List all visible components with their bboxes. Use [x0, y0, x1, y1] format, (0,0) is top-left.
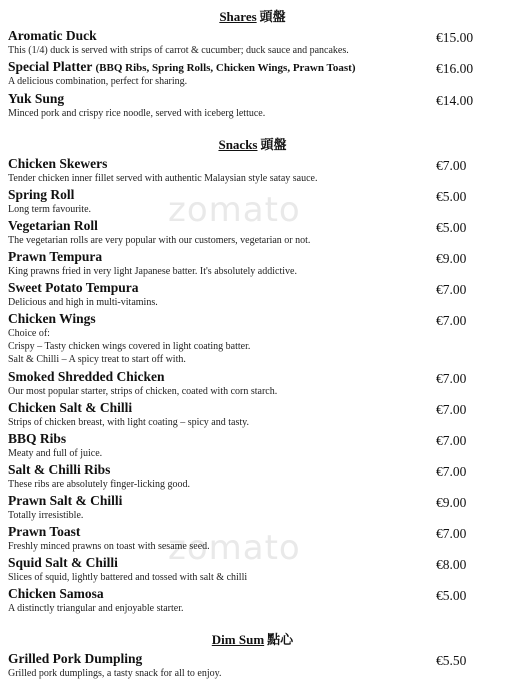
- menu-item-desc: Long term favourite.: [8, 204, 92, 215]
- menu-item-price: €14.00: [436, 93, 474, 108]
- menu-item-price: €5.00: [436, 588, 467, 603]
- menu-item-price: €7.00: [436, 282, 467, 297]
- menu-item-desc: Choice of:: [8, 328, 50, 339]
- section-title-en: Shares: [219, 9, 257, 24]
- menu-item-name: Chicken Wings: [8, 311, 96, 326]
- menu-item-desc: Strips of chicken breast, with light coating – spicy and tasty.: [8, 417, 249, 428]
- menu-item-desc: Salt & Chilli – A spicy treat to start off with.: [8, 354, 186, 365]
- menu-item-name: Prawn Salt & Chilli: [8, 493, 123, 508]
- menu-item-desc: Crispy – Tasty chicken wings covered in light coating batter.: [8, 341, 251, 352]
- section-title-cn: 頭盤: [259, 9, 286, 24]
- menu-item-price: €7.00: [436, 464, 467, 479]
- menu-item-desc: A delicious combination, perfect for sharing.: [8, 76, 188, 87]
- menu-item-price: €15.00: [436, 30, 474, 45]
- menu-item-price: €7.00: [436, 313, 467, 328]
- menu-item-desc: These ribs are absolutely finger-licking good.: [8, 479, 190, 490]
- menu-item-name: Prawn Tempura: [8, 249, 103, 264]
- menu-item-price: €7.00: [436, 371, 467, 386]
- menu-item-desc: Delicious and high in multi-vitamins.: [8, 297, 158, 308]
- menu-item-title: Special Platter: [8, 59, 93, 74]
- menu-item-desc: Slices of squid, lightly battered and tossed with salt & chilli: [8, 572, 248, 583]
- section-title-snacks: [0, 137, 505, 153]
- menu-item-price: €5.00: [436, 220, 467, 235]
- menu-item-desc: Minced pork and crispy rice noodle, served with iceberg lettuce.: [8, 108, 266, 119]
- section-title-en: Snacks: [218, 137, 258, 152]
- watermark-1: zomato: [168, 190, 301, 230]
- menu-item-name: Smoked Shredded Chicken: [8, 369, 165, 384]
- menu-item-price: €8.00: [436, 557, 467, 572]
- menu-item-desc: Our most popular starter, strips of chicken, coated with corn starch.: [8, 386, 278, 397]
- menu-item-desc: Grilled pork dumplings, a tasty snack for all to enjoy.: [8, 668, 222, 679]
- menu-item-price: €5.50: [436, 653, 467, 668]
- menu-item-desc: Totally irresistible.: [8, 510, 84, 521]
- menu-item-price: €9.00: [436, 251, 467, 266]
- menu-item-desc: A distinctly triangular and enjoyable starter.: [8, 603, 184, 614]
- menu-item-price: €7.00: [436, 402, 467, 417]
- menu-item-price: €7.00: [436, 526, 467, 541]
- menu-item-name: Aromatic Duck: [8, 28, 97, 43]
- menu-item-name: Spring Roll: [8, 187, 75, 202]
- menu-item-desc: The vegetarian rolls are very popular with our customers, vegetarian or not.: [8, 235, 311, 246]
- menu-item-name: Chicken Samosa: [8, 586, 104, 601]
- menu-item-subtitle: (BBQ Ribs, Spring Rolls, Chicken Wings, Prawn Toast): [95, 62, 356, 74]
- section-title-cn: 點心: [267, 632, 294, 647]
- section-title-shares: [0, 9, 505, 25]
- menu-item-name: Salt & Chilli Ribs: [8, 462, 111, 477]
- menu-item-price: €5.00: [436, 189, 467, 204]
- section-title-cn: 頭盤: [260, 137, 287, 152]
- watermark-2: zomato: [168, 528, 301, 568]
- menu-item-name: Chicken Salt & Chilli: [8, 400, 133, 415]
- menu-item-name: Grilled Pork Dumpling: [8, 651, 143, 666]
- menu-item-name: Prawn Toast: [8, 524, 81, 539]
- section-title-dimsum: [0, 632, 505, 648]
- menu-item-name: [8, 59, 355, 76]
- menu-item-desc: This (1/4) duck is served with strips of carrot & cucumber; duck sauce and pancakes.: [8, 45, 349, 56]
- menu-item-name: Squid Salt & Chilli: [8, 555, 118, 570]
- menu-item-desc: Freshly minced prawns on toast with sesame seed.: [8, 541, 210, 552]
- menu-item-name: BBQ Ribs: [8, 431, 67, 446]
- menu-item-price: €16.00: [436, 61, 474, 76]
- menu-item-desc: King prawns fried in very light Japanese batter. It's absolutely addictive.: [8, 266, 297, 277]
- menu-item-name: Chicken Skewers: [8, 156, 108, 171]
- menu-item-name: Sweet Potato Tempura: [8, 280, 139, 295]
- menu-item-name: Vegetarian Roll: [8, 218, 98, 233]
- menu-item-name: Yuk Sung: [8, 91, 65, 106]
- section-title-en: Dim Sum: [211, 632, 265, 647]
- menu-item-desc: Meaty and full of juice.: [8, 448, 103, 459]
- menu-item-price: €7.00: [436, 433, 467, 448]
- menu-item-price: €9.00: [436, 495, 467, 510]
- menu-item-desc: Tender chicken inner fillet served with authentic Malaysian style satay sauce.: [8, 173, 318, 184]
- menu-item-price: €7.00: [436, 158, 467, 173]
